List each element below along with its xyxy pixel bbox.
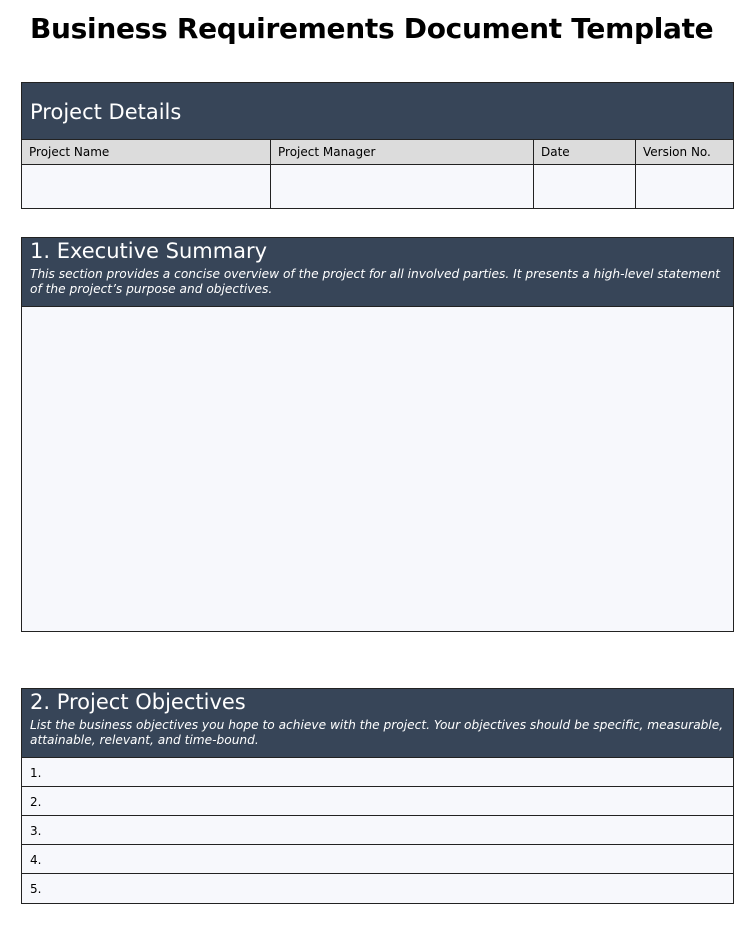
project-objectives-section <box>21 688 734 904</box>
column-header-date: Date <box>534 140 636 164</box>
project-details-fields <box>22 165 733 209</box>
objective-row-2[interactable]: 2. <box>22 786 733 815</box>
executive-summary-section <box>21 237 734 632</box>
column-header-version-no: Version No. <box>643 145 711 159</box>
project-details-section <box>21 82 734 209</box>
date-field[interactable] <box>534 165 636 209</box>
executive-summary-heading: 1. Executive Summary <box>30 239 268 263</box>
objective-row-3[interactable]: 3. <box>22 815 733 844</box>
project-objectives-header <box>22 689 733 757</box>
project-name-field[interactable] <box>22 165 271 209</box>
executive-summary-field[interactable] <box>22 306 733 632</box>
objective-row-4[interactable]: 4. <box>22 844 733 873</box>
page-title: Business Requirements Document Template <box>30 12 714 45</box>
project-manager-field[interactable] <box>271 165 534 209</box>
column-header-project-manager: Project Manager <box>271 140 534 164</box>
project-objectives-heading: 2. Project Objectives <box>30 690 246 714</box>
objective-row-1[interactable]: 1. <box>22 757 733 786</box>
project-details-header <box>22 83 733 140</box>
executive-summary-description: This section provides a concise overview of the project for all involved parties. It presents a high-level statement of the project’s purpose and objectives. <box>30 267 721 296</box>
version-no-field[interactable] <box>636 165 733 209</box>
executive-summary-header <box>22 238 733 306</box>
project-details-heading: Project Details <box>30 100 182 124</box>
objective-row-5[interactable]: 5. <box>22 873 733 902</box>
project-details-column-headers <box>22 140 733 165</box>
project-objectives-description: List the business objectives you hope to achieve with the project. Your objectives should be specific, measurable, attainable, relevant, and time-bound. <box>30 718 724 747</box>
column-header-project-name: Project Name <box>22 140 271 164</box>
